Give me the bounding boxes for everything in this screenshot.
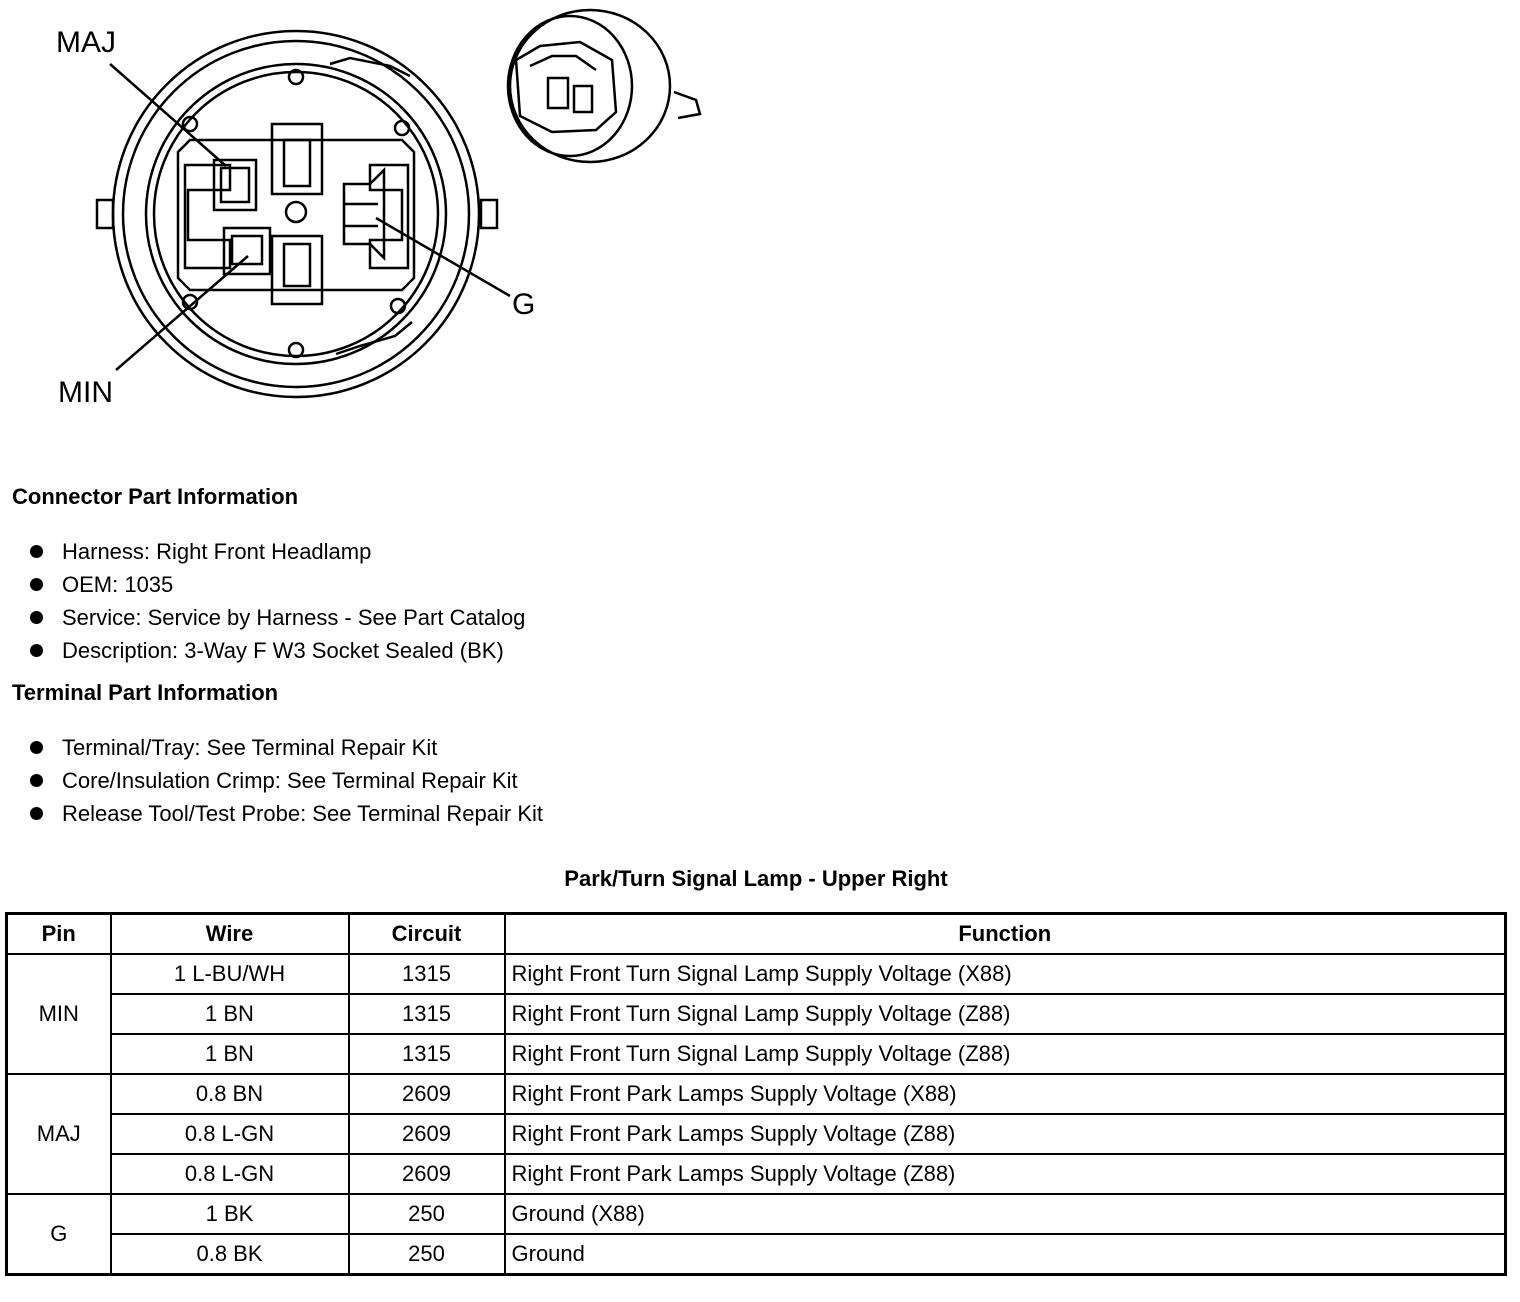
list-item-text: Terminal/Tray: See Terminal Repair Kit — [62, 735, 438, 760]
pin-cell: MAJ — [7, 1074, 111, 1194]
connector-part-list — [30, 535, 525, 667]
pinout-table — [5, 912, 1507, 1276]
terminal-part-heading: Terminal Part Information — [12, 680, 279, 705]
g-callout: G — [512, 288, 536, 321]
table-row — [7, 954, 1506, 994]
column-header-wire: Wire — [111, 914, 349, 955]
center-hole — [286, 202, 306, 222]
wire-cell: 0.8 L-GN — [111, 1154, 349, 1194]
column-header-pin: Pin — [7, 914, 111, 955]
circuit-cell: 1315 — [349, 954, 505, 994]
side-tab-right — [481, 200, 497, 228]
bullet-icon — [30, 578, 43, 591]
list-item — [30, 568, 525, 601]
min-leader-line — [116, 256, 248, 370]
table-row — [7, 1114, 1506, 1154]
table-title: Park/Turn Signal Lamp - Upper Right — [564, 866, 948, 891]
list-item-text: Release Tool/Test Probe: See Terminal Repair Kit — [62, 801, 543, 826]
circuit-cell: 2609 — [349, 1074, 505, 1114]
min-callout: MIN — [58, 376, 113, 409]
wire-cell: 0.8 BK — [111, 1234, 349, 1275]
bullet-icon — [30, 774, 43, 787]
function-cell: Right Front Park Lamps Supply Voltage (Z88) — [505, 1114, 1506, 1154]
list-item — [30, 764, 543, 797]
bullet-icon — [30, 644, 43, 657]
wire-cell: 0.8 BN — [111, 1074, 349, 1114]
list-item-text: Service: Service by Harness - See Part Catalog — [62, 605, 526, 630]
socket-inner-ring — [123, 41, 469, 387]
list-item — [30, 634, 525, 667]
circuit-cell: 2609 — [349, 1114, 505, 1154]
circuit-cell: 1315 — [349, 994, 505, 1034]
function-cell: Right Front Park Lamps Supply Voltage (Z88) — [505, 1154, 1506, 1194]
wire-cell: 1 L-BU/WH — [111, 954, 349, 994]
side-tab-left — [97, 200, 113, 228]
table-row — [7, 1034, 1506, 1074]
table-row — [7, 1074, 1506, 1114]
list-item — [30, 535, 525, 568]
function-cell: Right Front Turn Signal Lamp Supply Voltage (Z88) — [505, 994, 1506, 1034]
wire-cell: 1 BN — [111, 994, 349, 1034]
wire-cell: 0.8 L-GN — [111, 1114, 349, 1154]
terminal-part-list — [30, 731, 543, 830]
list-item — [30, 601, 525, 634]
function-cell: Right Front Turn Signal Lamp Supply Voltage (Z88) — [505, 1034, 1506, 1074]
table-header-row — [7, 914, 1506, 955]
socket-perspective-view — [508, 10, 700, 162]
wire-cell: 1 BK — [111, 1194, 349, 1234]
wire-cell: 1 BN — [111, 1034, 349, 1074]
connector-diagram — [0, 0, 720, 430]
function-cell: Ground — [505, 1234, 1506, 1275]
table-row — [7, 1154, 1506, 1194]
list-item — [30, 797, 543, 830]
pin-cell: MIN — [7, 954, 111, 1074]
list-item-text: OEM: 1035 — [62, 572, 174, 597]
circuit-cell: 1315 — [349, 1034, 505, 1074]
maj-callout: MAJ — [56, 26, 116, 59]
function-cell: Right Front Park Lamps Supply Voltage (X88) — [505, 1074, 1506, 1114]
list-item-text: Harness: Right Front Headlamp — [62, 539, 372, 564]
g-terminal — [344, 170, 384, 258]
list-item-text: Description: 3-Way F W3 Socket Sealed (BK) — [62, 638, 504, 663]
circuit-cell: 2609 — [349, 1154, 505, 1194]
pin-cell: G — [7, 1194, 111, 1275]
column-header-function: Function — [505, 914, 1506, 955]
bullet-icon — [30, 545, 43, 558]
bullet-icon — [30, 741, 43, 754]
list-item-text: Core/Insulation Crimp: See Terminal Repair Kit — [62, 768, 518, 793]
circuit-cell: 250 — [349, 1194, 505, 1234]
function-cell: Right Front Turn Signal Lamp Supply Voltage (X88) — [505, 954, 1506, 994]
table-row — [7, 1234, 1506, 1275]
g-leader-line — [376, 218, 510, 296]
column-header-circuit: Circuit — [349, 914, 505, 955]
table-row — [7, 1194, 1506, 1234]
table-row — [7, 994, 1506, 1034]
circuit-cell: 250 — [349, 1234, 505, 1275]
bullet-icon — [30, 807, 43, 820]
function-cell: Ground (X88) — [505, 1194, 1506, 1234]
list-item — [30, 731, 543, 764]
bullet-icon — [30, 611, 43, 624]
connector-part-heading: Connector Part Information — [12, 484, 299, 509]
